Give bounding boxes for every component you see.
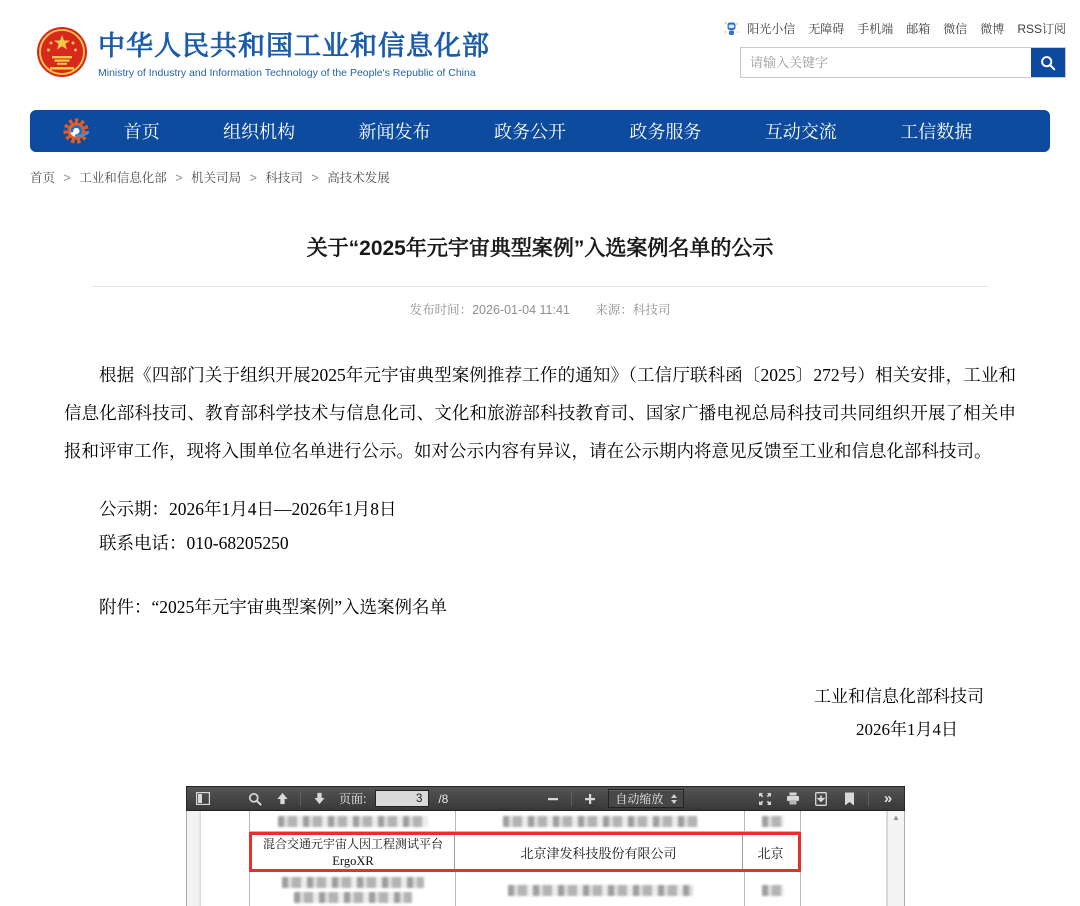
publish-time-label: 发布时间： [409, 303, 473, 317]
page-label: 页面: [339, 792, 367, 806]
link-rss[interactable]: RSS订阅 [1017, 22, 1066, 36]
pdf-viewer [186, 786, 905, 906]
redacted-text-block [294, 892, 412, 903]
page-down-icon[interactable] [310, 790, 328, 808]
nav-item-news[interactable]: 新闻发布 [358, 122, 431, 142]
highlighted-table-row [249, 832, 801, 872]
zoom-mode-value: 自动缩放 [615, 792, 664, 806]
pdf-toolbar [186, 786, 905, 811]
zoom-in-icon[interactable] [581, 790, 599, 808]
site-logo[interactable] [36, 24, 490, 79]
download-icon[interactable] [812, 790, 830, 808]
search-input[interactable] [741, 48, 1031, 77]
pdf-content-area [186, 811, 905, 906]
contact-phone-line: 联系电话：010-68205250 [99, 533, 289, 553]
redacted-text-block [508, 885, 693, 896]
zoom-out-icon[interactable] [544, 790, 562, 808]
nav-item-miit-data[interactable]: 工信数据 [900, 122, 973, 142]
redacted-text-block [278, 816, 428, 827]
notice-period-line: 公示期：2026年1月4日—2026年1月8日 [99, 499, 397, 519]
robot-mascot-icon [723, 20, 740, 37]
toolbar-divider [868, 791, 869, 806]
search-bar [740, 47, 1066, 78]
page-up-icon[interactable] [273, 790, 291, 808]
link-accessibility[interactable]: 无障碍 [808, 22, 845, 36]
nav-item-interaction[interactable]: 互动交流 [764, 122, 837, 142]
page-total: /8 [438, 791, 449, 806]
link-sunshine-assistant[interactable]: 阳光小信 [747, 22, 796, 36]
breadcrumb-separator: > [63, 171, 71, 185]
company-location: 北京 [757, 845, 784, 861]
signature-block [0, 680, 984, 746]
source-label: 来源： [595, 303, 633, 317]
link-weibo[interactable]: 微博 [980, 22, 1005, 36]
pdf-search-icon[interactable] [246, 790, 264, 808]
publish-time: 2026-01-04 11:41 [472, 303, 570, 317]
page-number-input[interactable] [375, 790, 429, 807]
crumb-departments[interactable]: 机关司局 [191, 171, 242, 185]
redacted-text-block [762, 885, 784, 896]
nav-item-organization[interactable]: 组织机构 [223, 122, 296, 142]
crumb-science-tech-dept[interactable]: 科技司 [265, 171, 303, 185]
national-emblem-icon [36, 26, 88, 78]
case-name-en: ErgoXR [332, 853, 374, 868]
breadcrumb [30, 168, 1080, 186]
crumb-home[interactable]: 首页 [30, 171, 56, 185]
more-tools-icon[interactable]: » [883, 790, 893, 807]
breadcrumb-separator: > [249, 171, 257, 185]
bookmark-icon[interactable] [840, 790, 858, 808]
pdf-page [201, 811, 886, 906]
zoom-mode-select[interactable] [608, 789, 684, 808]
site-title: 中华人民共和国工业和信息化部 [98, 31, 490, 61]
table-row-redacted [249, 872, 801, 906]
table-row-redacted [249, 811, 801, 832]
attachment-line: 附件：“2025年元宇宙典型案例”入选案例名单 [99, 597, 448, 617]
signer-name: 工业和信息化部科技司 [814, 687, 984, 706]
link-mailbox[interactable]: 邮箱 [906, 22, 931, 36]
print-icon[interactable] [784, 790, 802, 808]
nav-item-gov-services[interactable]: 政务服务 [629, 122, 702, 142]
attachment-table [249, 811, 801, 906]
link-wechat[interactable]: 微信 [943, 22, 968, 36]
redacted-text-block [503, 816, 698, 827]
case-name: 混合交通元宇宙人因工程测试平台 [262, 836, 443, 851]
select-caret-icon [671, 794, 677, 804]
pdf-scrollbar[interactable] [887, 811, 904, 906]
site-header [0, 0, 1080, 100]
crumb-miit[interactable]: 工业和信息化部 [79, 171, 167, 185]
toolbar-divider [300, 791, 301, 806]
company-name: 北京津发科技股份有限公司 [520, 845, 677, 861]
site-subtitle: Ministry of Industry and Information Technology of the People's Republic of China [98, 67, 476, 79]
sign-date: 2026年1月4日 [856, 720, 958, 739]
miit-gear-icon[interactable] [62, 116, 92, 146]
nav-item-home[interactable]: 首页 [123, 122, 160, 142]
breadcrumb-separator: > [175, 171, 183, 185]
nav-item-gov-disclosure[interactable]: 政务公开 [493, 122, 566, 142]
crumb-current-hightech: 高技术发展 [327, 171, 390, 185]
page-title: 关于“2025年元宇宙典型案例”入选案例名单的公示 [306, 237, 774, 260]
source-value: 科技司 [632, 303, 671, 317]
link-mobile[interactable]: 手机端 [857, 22, 894, 36]
search-icon [1040, 55, 1056, 71]
scroll-up-icon[interactable]: ▲ [892, 813, 900, 822]
sidebar-toggle-icon[interactable] [194, 790, 212, 808]
title-divider [92, 286, 988, 287]
redacted-text-block [762, 816, 784, 827]
article-meta [0, 300, 1080, 318]
utility-links [723, 20, 1066, 37]
main-nav [30, 110, 1050, 152]
presentation-mode-icon[interactable] [756, 790, 774, 808]
body-paragraph: 根据《四部门关于组织开展2025年元宇宙典型案例推荐工作的通知》（工信厅联科函〔2025〕272号）相关安排，工业和信息化部科技司、教育部科学技术与信息化司、文化和旅游部科技教育司、国家广播电视总局科技司共同组织开展了相关申报和评审工作，现将入围单位名单进行公示。如对公示内容有异议，请在公示期内将意见反馈至工业和信息化部科技司。 [64, 365, 1016, 461]
search-button[interactable] [1031, 48, 1065, 77]
redacted-text-block [282, 877, 424, 888]
article-body [64, 356, 1016, 624]
toolbar-divider [571, 791, 572, 806]
breadcrumb-separator: > [311, 171, 319, 185]
